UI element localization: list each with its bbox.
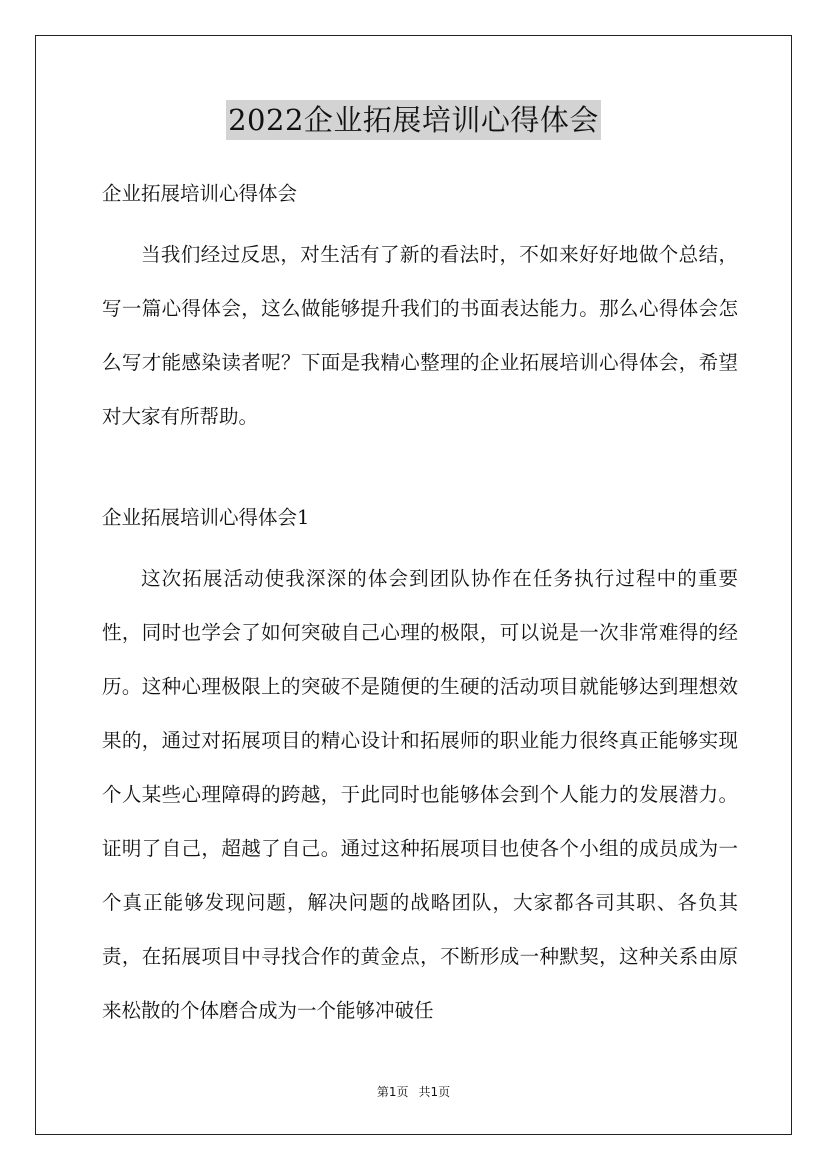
- intro-paragraph: 当我们经过反思，对生活有了新的看法时，不如来好好地做个总结，写一篇心得体会，这么做能够提升我们的书面表达能力。那么心得体会怎么写才能感染读者呢？下面是我精心整理的企业拓展培训心得体会，希望对大家有所帮助。: [102, 243, 738, 428]
- page-footer: [0, 1083, 827, 1100]
- section-paragraph: 这次拓展活动使我深深的体会到团队协作在任务执行过程中的重要性，同时也学会了如何突破自己心理的极限，可以说是一次非常难得的经历。这种心理极限上的突破不是随便的生硬的活动项目就能够达到理想效果的，通过对拓展项目的精心设计和拓展师的职业能力很终真正能够实现个人某些心理障碍的跨越，于此同时也能够体会到个人能力的发展潜力。证明了自己，超越了自己。通过这种拓展项目也使各个小组的成员成为一个真正能够发现问题，解决问题的战略团队，大家都各司其职、各负其责，在拓展项目中寻找合作的黄金点，不断形成一种默契，这种关系由原来松散的个体磨合成为一个能够冲破任: [102, 567, 738, 1022]
- intro-heading: 企业拓展培训心得体会: [102, 182, 298, 205]
- document-title: 2022企业拓展培训心得体会: [226, 100, 601, 140]
- page-number: 第1页: [376, 1085, 409, 1099]
- page-total: 共1页: [418, 1085, 451, 1099]
- document-body: [102, 174, 738, 1038]
- paragraph-spacer: [102, 444, 738, 498]
- title-container: [0, 100, 827, 140]
- section-heading: 企业拓展培训心得体会1: [102, 506, 310, 529]
